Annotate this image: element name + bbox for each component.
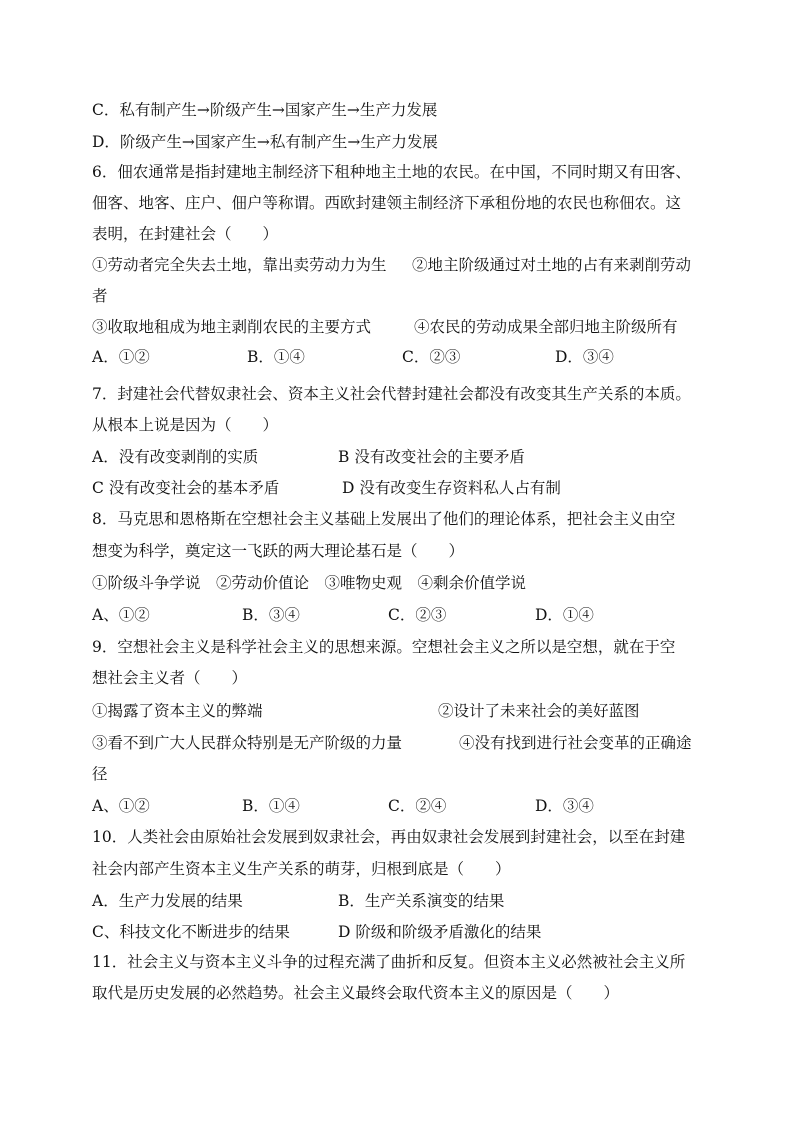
q11-stem-line-1: 11．社会主义与资本主义斗争的过程充满了曲折和反复。但资本主义必然被社会主义所 — [92, 953, 686, 971]
q5-option-c: C．私有制产生→阶级产生→国家产生→生产力发展 — [92, 101, 438, 119]
q8-stem-line-2: 想变为科学，奠定这一飞跃的两大理论基石是（ ） — [92, 542, 465, 560]
q8-option-b: B．③④ — [242, 606, 300, 624]
q10-option-d: D 阶级和阶级矛盾激化的结果 — [338, 923, 542, 941]
q9-stem-line-2: 想社会主义者（ ） — [92, 669, 248, 687]
q9-option-a: A、①② — [92, 797, 150, 815]
q10-stem-line-1: 10．人类社会由原始社会发展到奴隶社会，再由奴隶社会发展到封建社会，以至在封建 — [92, 828, 686, 846]
q6-option-c: C．②③ — [402, 348, 461, 366]
q6-item-1: ①劳动者完全失去土地，靠出卖劳动力为生 — [92, 256, 387, 274]
q6-stem-line-3: 表明，在封建社会（ ） — [92, 225, 279, 243]
q8-option-c: C．②③ — [388, 606, 447, 624]
q8-option-a: A、①② — [92, 606, 150, 624]
q6-stem-line-1: 6．佃农通常是指封建地主制经济下租种地主土地的农民。在中国，不同时期又有田客、 — [92, 163, 691, 181]
q6-option-d: D．③④ — [555, 348, 614, 366]
q10-stem-line-2: 社会内部产生资本主义生产关系的萌芽，归根到底是（ ） — [92, 860, 511, 878]
q10-option-c: C、科技文化不断进步的结果 — [92, 923, 290, 941]
q8-stem-line-1: 8．马克思和恩格斯在空想社会主义基础上发展出了他们的理论体系，把社会主义由空 — [92, 510, 676, 528]
q6-item-2-continued: 者 — [92, 287, 108, 305]
q8-option-d: D．①④ — [535, 606, 594, 624]
q9-item-4: ④没有找到进行社会变革的正确途 — [459, 734, 692, 752]
q9-option-d: D．③④ — [535, 797, 594, 815]
q5-option-d: D．阶级产生→国家产生→私有制产生→生产力发展 — [92, 133, 438, 151]
q9-item-3: ③看不到广大人民群众特别是无产阶级的力量 — [92, 734, 403, 752]
q6-item-4: ④农民的劳动成果全部归地主阶级所有 — [414, 318, 678, 336]
q9-stem-line-1: 9．空想社会主义是科学社会主义的思想来源。空想社会主义之所以是空想，就在于空 — [92, 638, 676, 656]
q8-items: ①阶级斗争学说 ②劳动价值论 ③唯物史观 ④剩余价值学说 — [92, 574, 527, 592]
q7-option-a: A．没有改变剥削的实质 — [92, 448, 259, 466]
q6-stem-line-2: 佃客、地客、庄户、佃户等称谓。西欧封建领主制经济下承租份地的农民也称佃农。这 — [92, 194, 682, 212]
q6-option-b: B．①④ — [247, 348, 305, 366]
q7-option-b: B 没有改变社会的主要矛盾 — [338, 448, 525, 466]
q9-item-2: ②设计了未来社会的美好蓝图 — [438, 702, 640, 720]
q9-option-b: B．①④ — [242, 797, 300, 815]
q6-item-3: ③收取地租成为地主剥削农民的主要方式 — [92, 318, 372, 336]
q6-item-2: ②地主阶级通过对土地的占有来剥削劳动 — [412, 256, 692, 274]
q11-stem-line-2: 取代是历史发展的必然趋势。社会主义最终会取代资本主义的原因是（ ） — [92, 984, 620, 1002]
q9-option-c: C．②④ — [388, 797, 447, 815]
q10-option-b: B．生产关系演变的结果 — [338, 892, 505, 910]
q7-option-d: D 没有改变生存资料私人占有制 — [342, 479, 561, 497]
q10-option-a: A．生产力发展的结果 — [92, 892, 243, 910]
q7-option-c: C 没有改变社会的基本矛盾 — [92, 479, 280, 497]
q7-stem-line-2: 从根本上说是因为（ ） — [92, 416, 279, 434]
q7-stem-line-1: 7．封建社会代替奴隶社会、资本主义社会代替封建社会都没有改变其生产关系的本质。 — [92, 385, 691, 403]
q9-item-1: ①揭露了资本主义的弊端 — [92, 702, 263, 720]
q6-option-a: A．①② — [92, 348, 150, 366]
q9-item-4-continued: 径 — [92, 765, 108, 783]
